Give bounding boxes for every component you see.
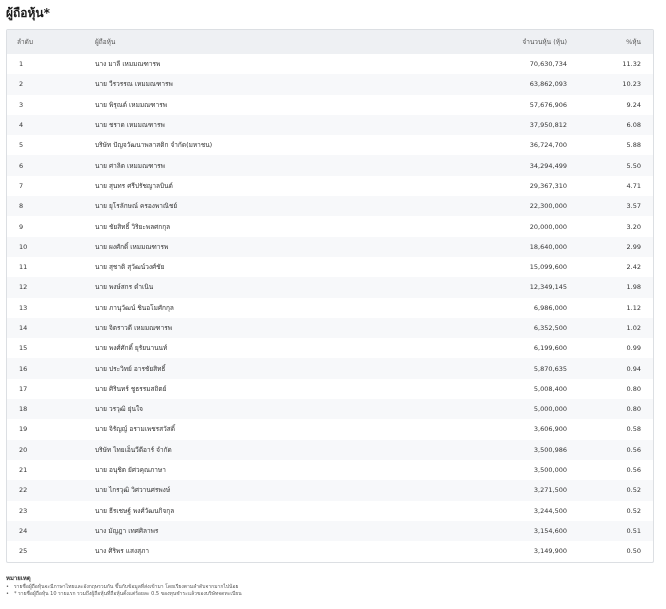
cell-name: นาย ศาลิต เหมมณฑารพ [95, 161, 165, 170]
cell-pct: 3.20 [626, 222, 641, 231]
cell-rank: 15 [19, 344, 28, 353]
table-row [7, 541, 653, 561]
cell-rank: 16 [19, 364, 28, 373]
table-row [7, 155, 653, 175]
cell-pct: 0.56 [626, 445, 641, 454]
table-row [7, 379, 653, 399]
cell-pct: 0.80 [626, 405, 641, 414]
cell-name: นาย พิรุณต์ เหมมณฑารพ [95, 100, 167, 109]
table-row [7, 196, 653, 216]
cell-name: นาย พงษ์สกร ดำเนิน [95, 283, 154, 292]
table-row [7, 501, 653, 521]
table-row [7, 338, 653, 358]
cell-shares: 3,244,500 [533, 506, 567, 515]
cell-shares: 22,300,000 [529, 202, 567, 211]
notes-list [6, 584, 242, 598]
cell-name: นาย ยุโรลักษณ์ ครองพาณิชย์ [95, 202, 178, 211]
cell-shares: 37,950,812 [529, 121, 567, 130]
cell-pct: 2.42 [626, 263, 641, 272]
cell-rank: 5 [19, 141, 24, 150]
table-row [7, 318, 653, 338]
cell-name: นาย สุนทร ศรีปรัชญาลบินต์ [95, 181, 173, 190]
shareholders-table [6, 29, 654, 563]
cell-shares: 3,500,000 [533, 466, 567, 475]
cell-shares: 6,199,600 [533, 344, 567, 353]
cell-shares: 3,500,986 [533, 445, 567, 454]
cell-rank: 20 [19, 445, 28, 454]
cell-pct: 4.71 [626, 181, 641, 190]
cell-name: นาย จิตราวดี เหมมณฑารพ [95, 324, 173, 332]
cell-pct: 0.51 [626, 526, 641, 535]
cell-shares: 3,606,900 [533, 425, 567, 434]
table-row [7, 237, 653, 257]
cell-rank: 6 [19, 161, 24, 170]
table-row [7, 216, 653, 236]
cell-name: นาย ชัยสิทธิ์ วิริยะพลศกกุล [95, 222, 171, 231]
cell-pct: 6.08 [626, 121, 641, 130]
table-row [7, 277, 653, 297]
cell-rank: 22 [19, 486, 28, 495]
cell-shares: 29,367,310 [529, 181, 567, 190]
table-row [7, 115, 653, 135]
notes-title: หมายเหตุ [6, 575, 31, 582]
note-text: * รายชื่อผู้ถือหุ้น 10 รายแรก รวมถึงผู้ถือหุ้นที่ถือหุ้นตั้งแต่ร้อยละ 0.5 ของทุนชำระแล้วของบริษัทจดทะเบียน [14, 591, 242, 597]
cell-name: นาย ภานุวัฒน์ ชินอโมศักกุล [95, 303, 174, 312]
cell-shares: 57,676,906 [529, 100, 567, 109]
cell-pct: 0.56 [626, 466, 641, 475]
cell-rank: 18 [19, 405, 28, 414]
cell-shares: 6,352,500 [533, 324, 567, 332]
cell-shares: 3,271,500 [533, 486, 567, 495]
cell-name: นาง มัญฎา เทศศิลาพร [95, 526, 159, 535]
cell-rank: 17 [19, 384, 28, 393]
cell-name: นาย ธีรเชษฐ์ พงศ์วัฒนกิจกุล [95, 506, 175, 515]
cell-name: นาย ประวิทย์ อารชัยสิทธิ์ [95, 364, 166, 373]
cell-pct: 0.99 [626, 344, 641, 353]
cell-shares: 18,640,000 [529, 242, 567, 251]
cell-rank: 23 [19, 506, 28, 515]
cell-pct: 0.52 [626, 486, 641, 495]
cell-rank: 24 [19, 526, 28, 535]
cell-rank: 4 [19, 121, 24, 130]
table-row [7, 176, 653, 196]
cell-name: นาง มาลี เหมมณฑารพ [95, 60, 161, 69]
cell-pct: 1.12 [626, 303, 641, 312]
header-pct: %หุ้น [626, 38, 641, 46]
note-item [6, 591, 242, 598]
table-body [7, 54, 653, 561]
header-shares: จำนวนหุ้น (หุ้น) [522, 38, 567, 46]
table-row [7, 440, 653, 460]
cell-rank: 2 [19, 80, 24, 89]
cell-shares: 5,870,635 [533, 364, 567, 373]
cell-shares: 20,000,000 [529, 222, 567, 231]
cell-rank: 25 [19, 547, 28, 556]
cell-name: นาย สุชาติ สุวัฒน์วงศ์ชัย [95, 263, 165, 272]
table-row [7, 358, 653, 378]
cell-shares: 12,349,145 [529, 283, 567, 292]
cell-name: นาย วรวุฒิ ยุ่นใจ [95, 405, 143, 414]
header-name: ผู้ถือหุ้น [95, 38, 116, 46]
cell-pct: 5.88 [626, 141, 641, 150]
cell-name: นาย วีรวรรณ เหมมณฑารพ [95, 80, 173, 89]
cell-rank: 11 [19, 263, 28, 272]
cell-pct: 0.58 [626, 425, 641, 434]
table-row [7, 74, 653, 94]
cell-shares: 63,862,093 [529, 80, 567, 89]
note-item [6, 584, 242, 591]
cell-rank: 10 [19, 242, 28, 251]
cell-rank: 19 [19, 425, 28, 434]
bullet-icon: • [6, 584, 9, 590]
cell-name: บริษัท ไทยเอ็นวีดีอาร์ จำกัด [95, 445, 172, 454]
cell-pct: 0.52 [626, 506, 641, 515]
cell-shares: 36,724,700 [529, 141, 567, 150]
bullet-icon: • [6, 591, 9, 597]
cell-shares: 6,986,000 [533, 303, 567, 312]
table-row [7, 95, 653, 115]
cell-name: นาย ศิรินทร์ ชูธรรมสถิตย์ [95, 384, 167, 393]
cell-name: นาย จิรัญญ์ อรามเพชรสวัสดิ์ [95, 425, 175, 434]
cell-rank: 14 [19, 324, 28, 332]
cell-name: นาง ศิริพร แสงสุภา [95, 547, 150, 556]
cell-shares: 3,149,900 [533, 547, 567, 556]
header-rank: ลำดับ [17, 38, 33, 46]
cell-pct: 3.57 [626, 202, 641, 211]
note-text: รายชื่อผู้ถือหุ้นจะมีภาษาไทยและอังกฤษรวมกัน ขึ้นกับข้อมูลที่ส่งเข้ามา โดยเรียงตามลำดับจากมากไปน้อย [14, 584, 239, 590]
table-row [7, 54, 653, 74]
cell-rank: 8 [19, 202, 24, 211]
table-row [7, 298, 653, 318]
cell-pct: 1.02 [626, 324, 641, 332]
cell-pct: 1.98 [626, 283, 641, 292]
cell-rank: 7 [19, 181, 24, 190]
table-row [7, 257, 653, 277]
cell-rank: 3 [19, 100, 24, 109]
table-row [7, 419, 653, 439]
cell-rank: 21 [19, 466, 28, 475]
cell-shares: 5,000,000 [533, 405, 567, 414]
cell-shares: 34,294,499 [529, 161, 567, 170]
table-header [7, 30, 653, 54]
cell-pct: 0.94 [626, 364, 641, 373]
cell-pct: 10.23 [622, 80, 641, 89]
cell-name: นาย ไกรวุฒิ วิศวานศรพงษ์ [95, 486, 171, 495]
cell-name: นาย อนุชิต ยัศวคุณภาษา [95, 466, 166, 475]
cell-pct: 2.99 [626, 242, 641, 251]
table-row [7, 521, 653, 541]
cell-pct: 9.24 [626, 100, 641, 109]
cell-name: นาย ชราด เหมมณฑารพ [95, 121, 165, 130]
cell-pct: 5.50 [626, 161, 641, 170]
cell-rank: 12 [19, 283, 28, 292]
page-title: ผู้ถือหุ้น* [6, 6, 50, 20]
cell-name: นาย ผงศักดิ์ เหมมณฑารพ [95, 242, 169, 251]
table-row [7, 460, 653, 480]
cell-pct: 11.32 [622, 60, 641, 69]
cell-shares: 15,099,600 [529, 263, 567, 272]
table-row [7, 480, 653, 500]
cell-rank: 9 [19, 222, 24, 231]
cell-pct: 0.50 [626, 547, 641, 556]
cell-shares: 5,008,400 [533, 384, 567, 393]
table-row [7, 135, 653, 155]
cell-rank: 1 [19, 60, 24, 69]
table-row [7, 399, 653, 419]
cell-shares: 3,154,600 [533, 526, 567, 535]
cell-rank: 13 [19, 303, 28, 312]
cell-name: บริษัท ปัญจวัฒนาพลาสติก จำกัด(มหาชน) [95, 141, 213, 150]
cell-pct: 0.80 [626, 384, 641, 393]
cell-name: นาย พงศ์ศักดิ์ ยุรัยนานนท์ [95, 344, 168, 353]
cell-shares: 70,630,734 [529, 60, 567, 69]
